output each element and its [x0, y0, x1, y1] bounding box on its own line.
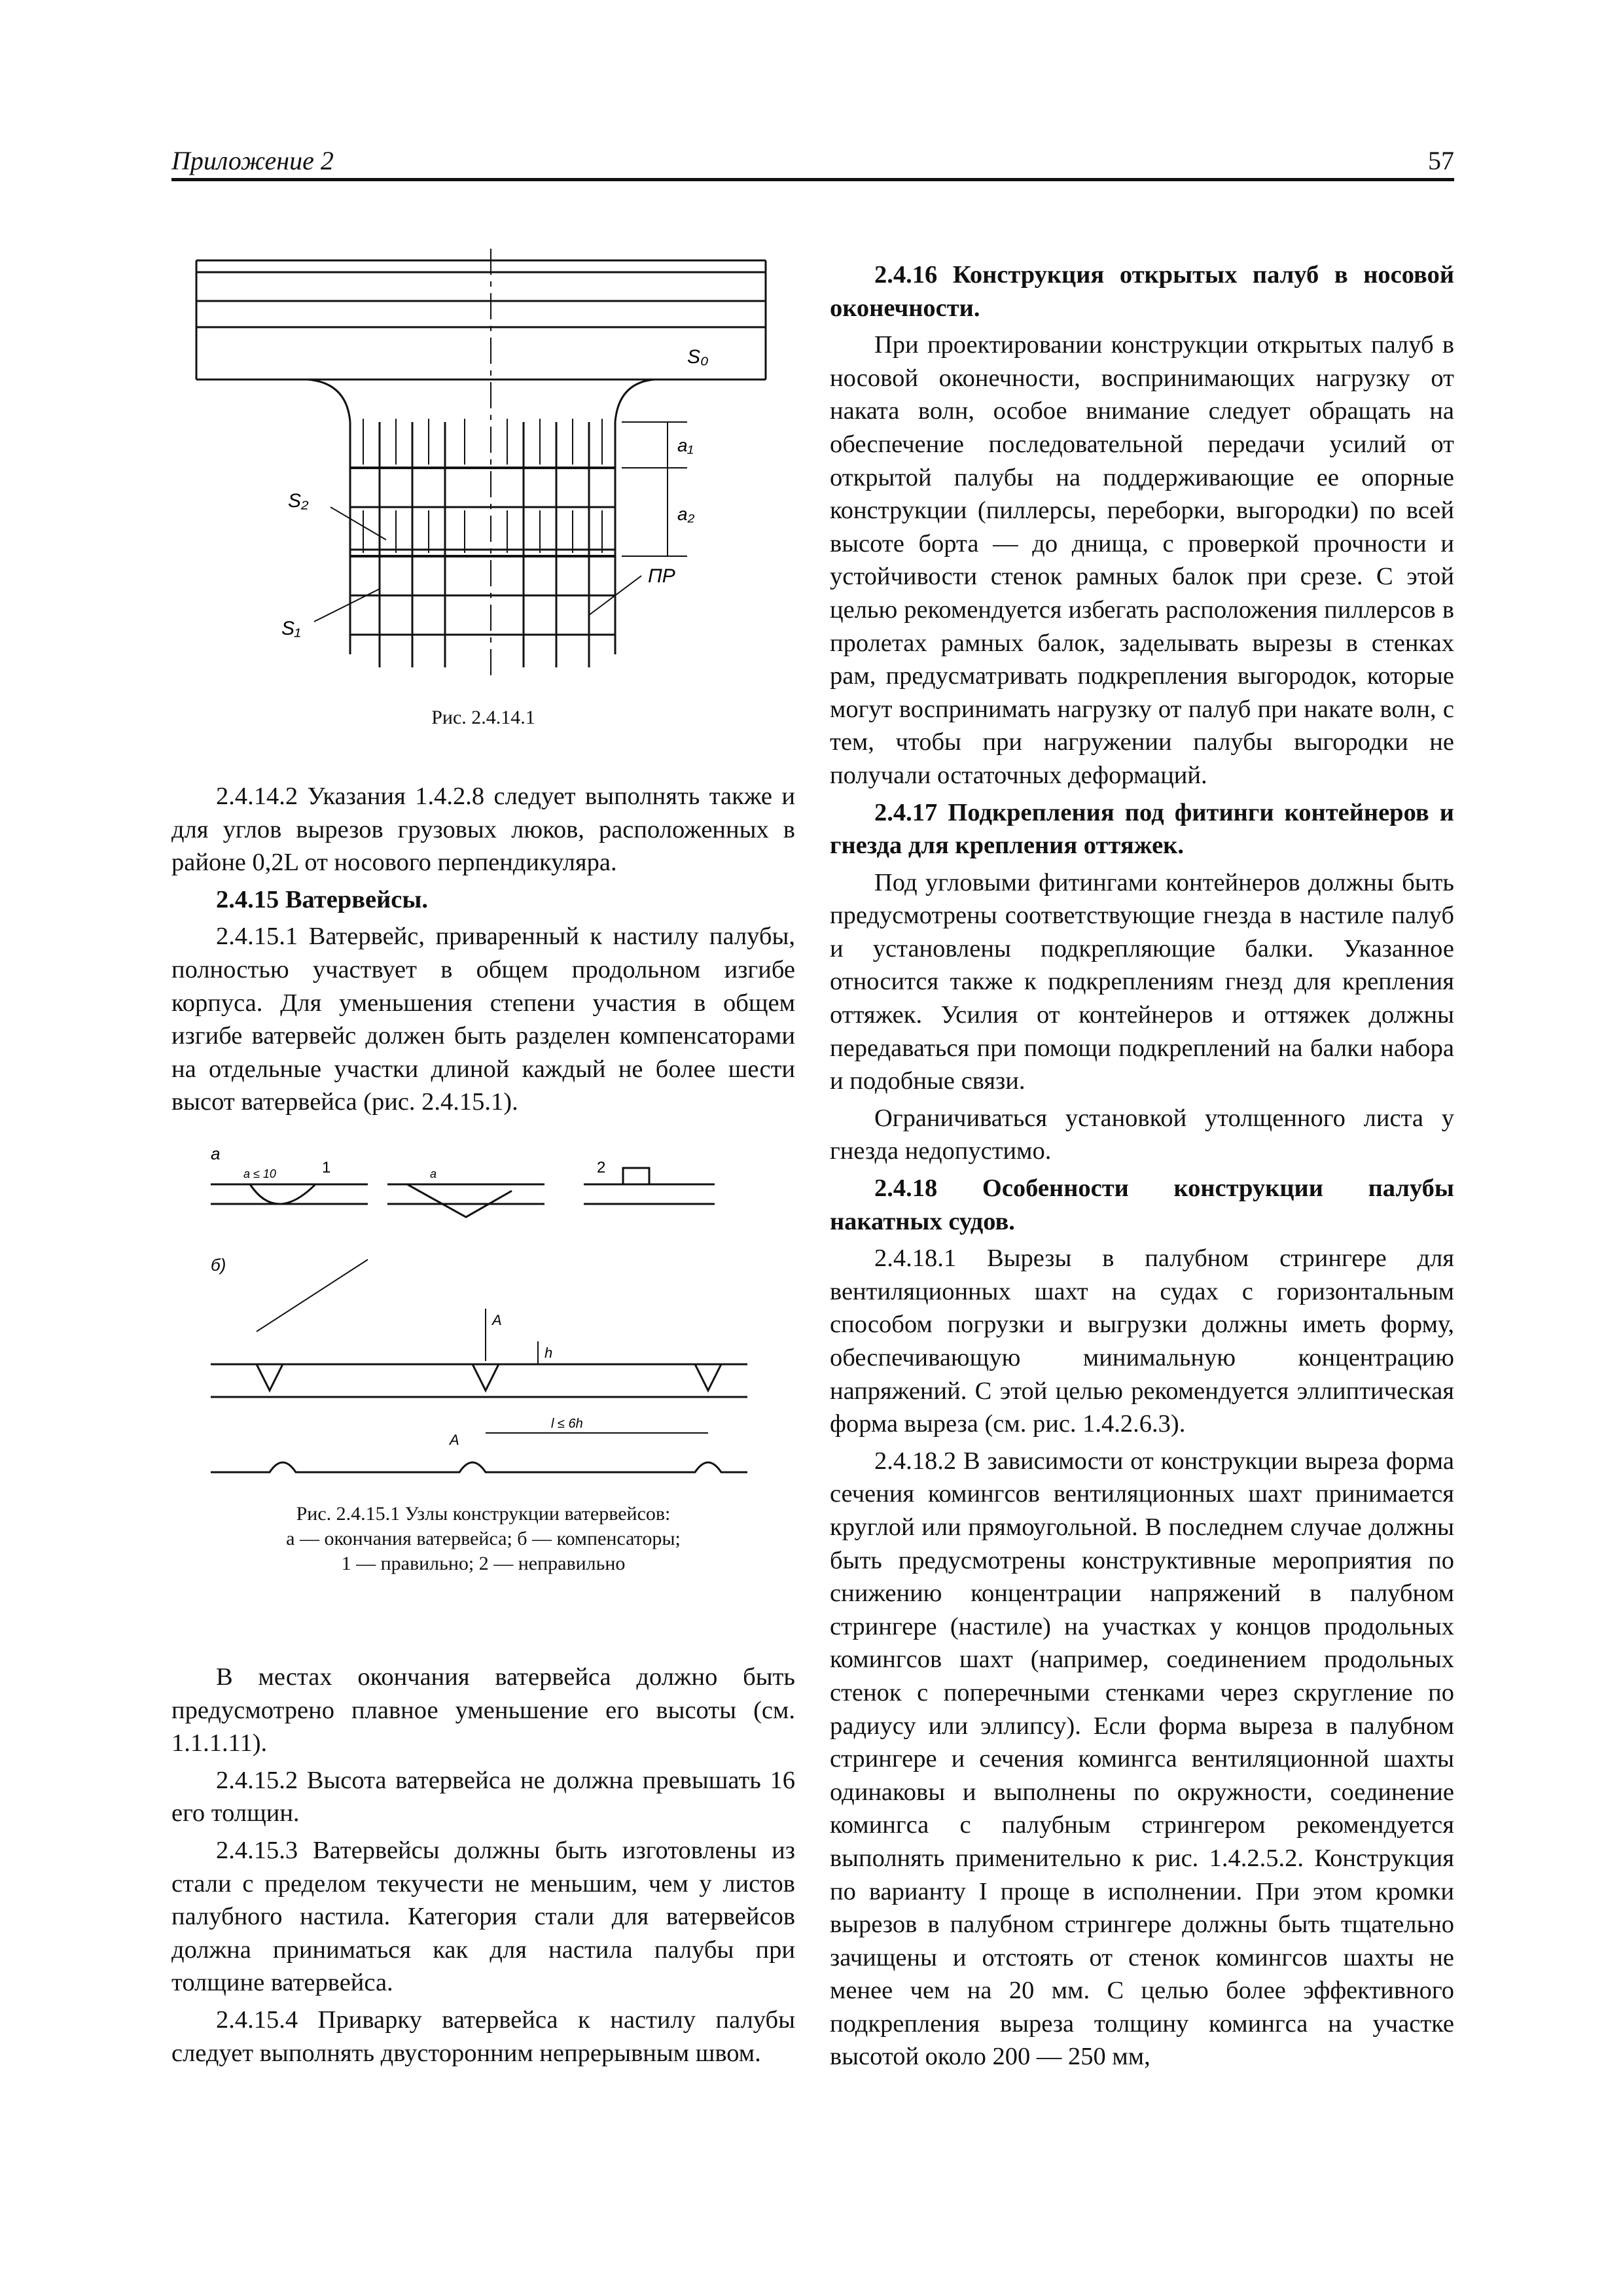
fig1-label-s2: S₂ — [288, 490, 309, 512]
fig1-label-s1: S₁ — [281, 618, 301, 639]
running-head — [171, 145, 1454, 182]
fig2-label-2: 2 — [597, 1159, 606, 1176]
para-2-4-15-1: 2.4.15.1 Ватервейс, приваренный к настилу палубы, полностью участвует в общем продольном изгибе корпуса. Для уменьшения степени участия в общем изгибе ватервейс должен быть разделен компенсаторами на отдельные участки длиной каждый не более шести высот ватервейса (рис. 2.4.15.1). — [171, 923, 795, 1116]
fig1-label-a1: a₁ — [677, 435, 694, 455]
fig2-label-l6h: l ≤ 6h — [551, 1417, 583, 1431]
figure-2-4-14-1-caption: Рис. 2.4.14.1 — [431, 707, 535, 728]
fig1-label-a2: a₂ — [677, 504, 695, 524]
para-2-4-18-2: 2.4.18.2 В зависимости от конструкции выреза форма сечения комингсов вентиляционных шахт принимается круглой или прямоугольной. В последнем случае должны быть предусмотрены конструктивные мероприятия по снижению концентрации напряжений в палубном стрингере (настиле) на участках у концов продольных комингсов шахт (например, соединением продольных стенок с поперечными стенками через скругление по радиусу или эллипсу). Если форма выреза в палубном стрингере и сечения комингса вентиляционной шахты одинаковы и выполнены по окружности, соединение комингса с палубным стрингером рекомендуется выполнять применительно к рис. 1.4.2.5.2. Конструкция по варианту I проще в исполнении. При этом кромки вырезов в палубном стрингере должны быть тщательно зачищены и отстоять от стенок комингсов шахты не менее чем на 20 мм. С целью более эффективного подкрепления выреза толщину комингса на участке высотой около 200 — 250 мм, — [830, 1447, 1454, 2071]
para-2-4-16: При проектировании конструкции открытых палуб в носовой оконечности, воспринимающих нагрузку от наката волн, особое внимание следует обращать на обеспечение последовательной передачи усилий от открытой палубы на поддерживающие ее опорные конструкции (пиллерсы, переборки, выгородки) по всей высоте борта — до днища, с проверкой прочности и устойчивости стенок рамных балок при срезе. С этой целью рекомендуется избегать расположения пиллерсов в пролетах рамных балок, заделывать вырезы в стенках рам, предусматривать подкрепления выгородок, которые могут воспринимать нагрузку от палуб при накате волн, с тем, чтобы при нагружении палубы выгородки не получали остаточных деформаций. — [830, 331, 1454, 789]
right-text — [830, 258, 1454, 2077]
heading-2-4-15: 2.4.15 Ватервейсы. — [216, 885, 429, 913]
running-head-title: Приложение 2 — [171, 146, 334, 175]
para-2-4-15-3: 2.4.15.3 Ватервейсы должны быть изготовлены из стали с пределом текучести не меньшим, чем у листов палубного настила. Категория стали для ватервейсов должна приниматься как для настила палубы при толщине ватервейса. — [171, 1836, 795, 1997]
heading-2-4-18: 2.4.18 Особенности конструкции палубы накатных судов. — [830, 1174, 1454, 1235]
heading-2-4-16: 2.4.16 Конструкция открытых палуб в носовой оконечности. — [830, 261, 1454, 322]
figure-2-4-15-1-caption: Рис. 2.4.15.1 Узлы конструкции ватервейсов: а — окончания ватервейса; б — компенсаторы; 1 — правильно; 2 — неправильно — [286, 1503, 681, 1574]
page-number: 57 — [1428, 146, 1454, 175]
para-2-4-18-1: 2.4.18.1 Вырезы в палубном стрингере для вентиляционных шахт на судах с горизонтальным способом погрузки и выгрузки должны иметь форму, обеспечивающую минимальную концентрацию напряжений. С этой целью рекомендуется эллиптическая форма выреза (см. рис. 1.4.2.6.3). — [830, 1245, 1454, 1438]
para-2-4-14-2: 2.4.14.2 Указания 1.4.2.8 следует выполнять также и для углов вырезов грузовых люков, расположенных в районе 0,2L от носового перпендикуляра. — [171, 783, 795, 877]
heading-2-4-17: 2.4.17 Подкрепления под фитинги контейнеров и гнезда для крепления оттяжек. — [830, 798, 1454, 860]
left-text-upper — [171, 780, 795, 1123]
fig2-label-A-bot: A — [450, 1432, 459, 1448]
para-waterway-end: В местах окончания ватервейса должно быть предусмотрено плавное уменьшение его высоты (см. 1.1.1.11). — [171, 1663, 795, 1757]
fig2-label-ah: a ≤ 10 — [243, 1167, 276, 1180]
figure-2-4-14-1 — [190, 249, 785, 707]
header-rule — [171, 178, 1454, 181]
para-2-4-17-b: Ограничиваться установкой утолщенного листа у гнезда недопустимо. — [830, 1104, 1454, 1165]
fig2-label-1: 1 — [322, 1159, 331, 1176]
left-text-lower — [171, 1661, 795, 2074]
fig1-label-pr: ПР — [648, 565, 675, 587]
para-2-4-15-2: 2.4.15.2 Высота ватервейса не должна превышать 16 его толщин. — [171, 1766, 795, 1828]
figure-2-4-15-1 — [171, 1145, 793, 1492]
fig2-label-a: a — [211, 1145, 221, 1163]
fig2-label-a-small: a — [430, 1167, 437, 1180]
fig2-label-h: h — [544, 1345, 553, 1361]
fig2-label-b: б) — [211, 1255, 226, 1275]
fig1-label-s0: S₀ — [687, 346, 709, 368]
fig2-label-A-top: A — [492, 1312, 502, 1328]
para-2-4-17: Под угловыми фитингами контейнеров должны быть предусмотрены соответствующие гнезда в настиле палуб и установлены подкрепляющие балки. Указанное относится также к подкреплениям гнезд для крепления оттяжек. Усилия от контейнеров и оттяжек должны передаваться при помощи подкреплений на балки набора и подобные связи. — [830, 868, 1454, 1095]
para-2-4-15-4: 2.4.15.4 Приварку ватервейса к настилу палубы следует выполнять двусторонним непрерывным швом. — [171, 2005, 795, 2067]
